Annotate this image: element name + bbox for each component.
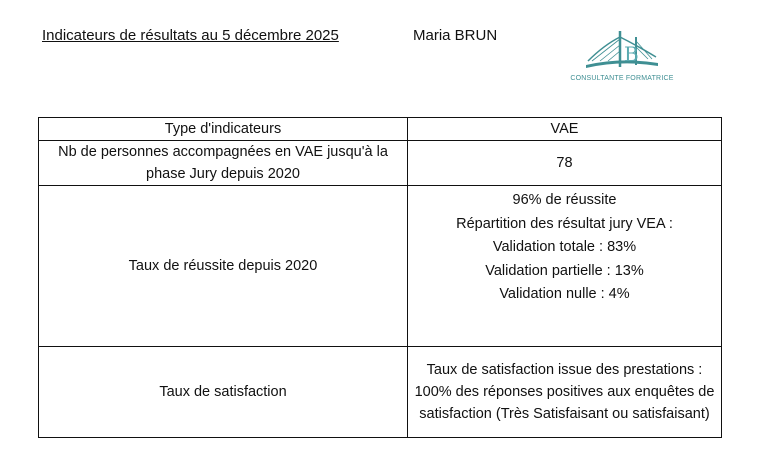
table-row <box>39 141 722 186</box>
logo-caption: CONSULTANTE FORMATRICE <box>570 75 674 82</box>
row-satisfaction-value: Taux de satisfaction issue des prestations : 100% des réponses positives aux enquêtes de satisfaction (Très Satisfaisant ou satisfaisant) <box>408 347 722 438</box>
taux-line: Répartition des résultat jury VEA : <box>456 215 673 232</box>
row-taux-value <box>408 186 722 347</box>
taux-line: Validation partielle : 13% <box>485 262 644 279</box>
table-row <box>39 347 722 438</box>
row-nb-label: Nb de personnes accompagnées en VAE jusqu'à la phase Jury depuis 2020 <box>39 141 408 186</box>
taux-line: Validation totale : 83% <box>492 239 637 255</box>
bridge-logo-icon <box>586 27 658 73</box>
table-row <box>39 186 722 347</box>
table-header-row <box>39 118 722 141</box>
author-name: Maria BRUN <box>413 27 498 44</box>
company-logo <box>566 27 678 85</box>
logo-letter: B <box>624 42 639 66</box>
row-nb-value: 78 <box>408 141 722 186</box>
indicators-table <box>38 117 722 438</box>
header-type: Type d'indicateurs <box>39 118 408 141</box>
page-title: Indicateurs de résultats au 5 décembre 2025 <box>42 27 339 44</box>
taux-line: 96% de réussite <box>512 192 617 208</box>
header-vae: VAE <box>408 118 722 141</box>
taux-line: Validation nulle : 4% <box>499 286 630 302</box>
row-satisfaction-label: Taux de satisfaction <box>39 347 408 438</box>
row-taux-label: Taux de réussite depuis 2020 <box>39 186 408 347</box>
